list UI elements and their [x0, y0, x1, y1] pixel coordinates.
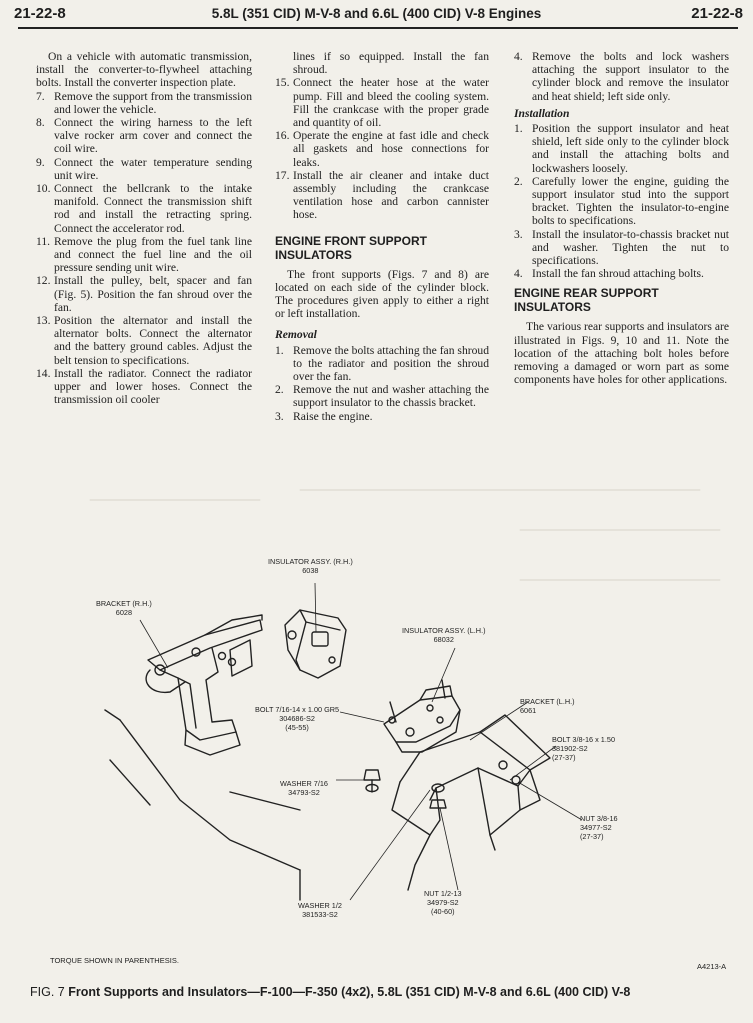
column-1	[36, 50, 252, 406]
step-14: 14. Install the radiator. Connect the radiator upper and lower hoses. Connect the transmission oil cooler	[36, 366, 252, 407]
caption-text: Front Supports and Insulators—F-100—F-350 (4x2), 5.8L (351 CID) M-V-8 and 6.6L (400 CID) V-8	[68, 985, 631, 999]
removal-step-1: 1. Remove the bolts attaching the fan shroud to the radiator and position the shroud over the fan.	[275, 343, 489, 384]
bracket-lh	[392, 715, 550, 890]
label-bolt-3-8: BOLT 3/8-16 x 1.50 381902-S2 (27-37)	[552, 736, 616, 762]
page-number-right: 21-22-8	[691, 5, 743, 22]
step-11: 11. Remove the plug from the fuel tank line and connect the fuel line and the oil pressure sending unit wire.	[36, 234, 252, 275]
step-7: 7. Remove the support from the transmission and lower the vehicle.	[36, 89, 252, 116]
step-16: 16. Operate the engine at fast idle and check all gaskets and hose connections for leaks.	[275, 129, 489, 169]
installation-heading: Installation	[514, 106, 570, 120]
label-insulator-rh: INSULATOR ASSY. (R.H.) 6038	[268, 558, 353, 575]
label-bracket-rh: BRACKET (R.H.) 6028	[96, 600, 152, 617]
step-13: 13. Position the alternator and install the alternator bolts. Connect the alternator and the battery ground cables. Adjust the belt tension to specifications.	[36, 314, 252, 367]
torque-note: TORQUE SHOWN IN PARENTHESIS.	[50, 956, 179, 965]
label-bolt-7-16: BOLT 7/16-14 x 1.00 GR5 304686-S2 (45-55)	[255, 706, 340, 732]
install-step-4: 4. Install the fan shroud attaching bolts.	[514, 267, 704, 281]
removal-heading: Removal	[275, 328, 317, 342]
front-supports-diagram	[0, 470, 753, 970]
column-2	[275, 50, 489, 423]
bracket-rh	[146, 615, 262, 755]
section-heading-rear-support: ENGINE REAR SUPPORT INSULATORS	[514, 286, 659, 315]
figure-id: A4213-A	[697, 962, 727, 971]
step-10: 10. Connect the bellcrank to the intake manifold. Connect the transmission shift rod and install the retracting spring. Connect the accelerator rod.	[36, 182, 252, 235]
step-8: 8. Connect the wiring harness to the left valve rocker arm cover and connect the coil wire.	[36, 116, 252, 156]
rear-support-paragraph: The various rear supports and insulators are illustrated in Figs. 9, 10 and 11. Note the location of the attaching bolt holes before removing a damaged or worn part as some components have holes for other applications.	[514, 320, 729, 387]
removal-step-2: 2. Remove the nut and washer attaching the support insulator to the chassis bracket.	[275, 383, 489, 410]
removal-step-3: 3. Raise the engine.	[275, 409, 373, 423]
install-step-1: 1. Position the support insulator and heat shield, left side only to the cylinder block and install the attaching bolts and lockwashers loosely.	[514, 122, 729, 175]
label-washer-7-16: WASHER 7/16 34793-S2	[280, 780, 328, 797]
column-3	[514, 50, 729, 386]
continued-text: lines if so equipped. Install the fan shroud.	[293, 50, 489, 77]
washer-1-2	[432, 784, 444, 792]
figure-caption	[30, 985, 730, 999]
label-washer-1-2: WASHER 1/2 381533-S2	[298, 902, 342, 919]
step-17: 17. Install the air cleaner and intake duct assembly including the crankcase ventilation hose and carbon cannister hose.	[275, 168, 489, 222]
bolt-7-16	[364, 770, 380, 780]
label-nut-3-8: NUT 3/8-16 34977-S2 (27-37)	[580, 815, 618, 841]
label-nut-1-2: NUT 1/2-13 34979-S2 (40-60)	[424, 890, 462, 916]
label-insulator-lh: INSULATOR ASSY. (L.H.) 68032	[402, 627, 486, 644]
install-step-3: 3. Install the insulator-to-chassis bracket nut and washer. Tighten the nut to specifications.	[514, 227, 729, 268]
label-bracket-lh: BRACKET (L.H.) 6061	[520, 698, 575, 715]
page-header	[0, 0, 753, 28]
step-12: 12. Install the pulley, belt, spacer and fan (Fig. 5). Position the fan shroud over the fan.	[36, 274, 252, 314]
page-title: 5.8L (351 CID) M-V-8 and 6.6L (400 CID) V-8 Engines	[211, 6, 542, 21]
step-15: 15. Connect the heater hose at the water pump. Fill and bleed the cooling system. Fill the crankcase with the proper grade and quantity of oil.	[275, 76, 489, 130]
front-support-paragraph: The front supports (Figs. 7 and 8) are located on each side of the cylinder block. The procedures given apply to either a right or left installation.	[275, 267, 489, 321]
install-step-2: 2. Carefully lower the engine, guiding the support insulator stud into the support bracket. Tighten the insulator-to-engine bolts to specifications.	[514, 174, 729, 228]
removal-step-4: 4. Remove the bolts and lock washers attaching the support insulator to the cylinder block and remove the insulator and heat shield; left side only.	[514, 50, 729, 103]
page-number-left: 21-22-8	[14, 5, 66, 22]
intro-paragraph: On a vehicle with automatic transmission, install the converter-to-flywheel attaching bolts. Install the converter inspection plate.	[36, 50, 252, 90]
step-9: 9. Connect the water temperature sending unit wire.	[36, 155, 252, 182]
section-heading-front-support: ENGINE FRONT SUPPORT INSULATORS	[275, 233, 428, 262]
caption-prefix: FIG. 7	[30, 985, 65, 999]
header-rule	[18, 27, 738, 29]
